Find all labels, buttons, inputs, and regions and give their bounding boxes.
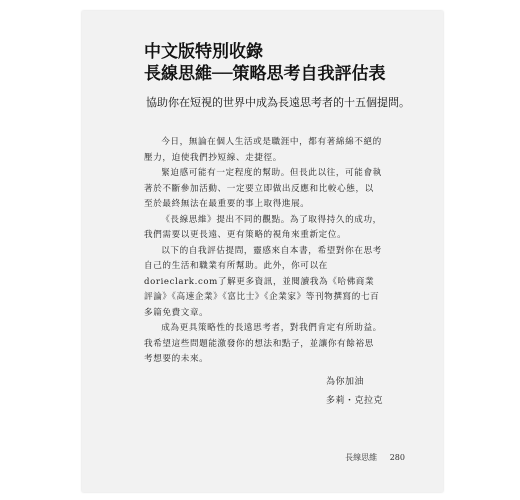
paragraph: 《長線思維》提出不同的觀點。為了取得持久的成功，我們需要以更長遠、更有策略的視角來重新定位。 bbox=[144, 214, 382, 240]
paragraph: 以下的自我評估提問，靈感來自本書，希望對你在思考自己的生活和職業有所幫助。此外，你可以在dorieclark.com了解更多資訊，並閱讀我為《哈佛商業評論》《高速企業》《富比士》《企業家》等刊物撰寫的七百多篇免費文章。 bbox=[144, 245, 382, 318]
page-heading bbox=[144, 41, 385, 85]
heading-line-2: 長線思維──策略思考自我評估表 bbox=[144, 64, 386, 84]
footer-book-title: 長線思維 bbox=[345, 453, 378, 462]
book-page bbox=[82, 11, 443, 492]
signature bbox=[326, 373, 383, 411]
signature-line-1: 為你加油 bbox=[325, 377, 364, 387]
paragraph: 緊迫感可能有一定程度的幫助。但長此以往，可能會執著於不斷參加活動、一定要立即做出反應和比較心態，以至於最終無法在最重要的事上取得進展。 bbox=[144, 168, 382, 209]
paragraph: 今日，無論在個人生活或是職涯中，都有著綿綿不絕的壓力，迫使我們抄短線、走捷徑。 bbox=[144, 137, 382, 163]
page-number: 280 bbox=[389, 453, 405, 462]
body-text bbox=[144, 135, 383, 368]
signature-name: 多莉・克拉克 bbox=[325, 396, 383, 406]
heading-line-1: 中文版特別收錄 bbox=[144, 42, 263, 62]
page-footer bbox=[345, 452, 405, 463]
page-subtitle: 協助你在短視的世界中成為長遠思考者的十五個提問。 bbox=[146, 96, 410, 109]
paragraph: 成為更具策略性的長遠思考者，對我們肯定有所助益。我希望這些問題能激發你的想法和點子，並讓你有餘裕思考想要的未來。 bbox=[144, 323, 382, 364]
